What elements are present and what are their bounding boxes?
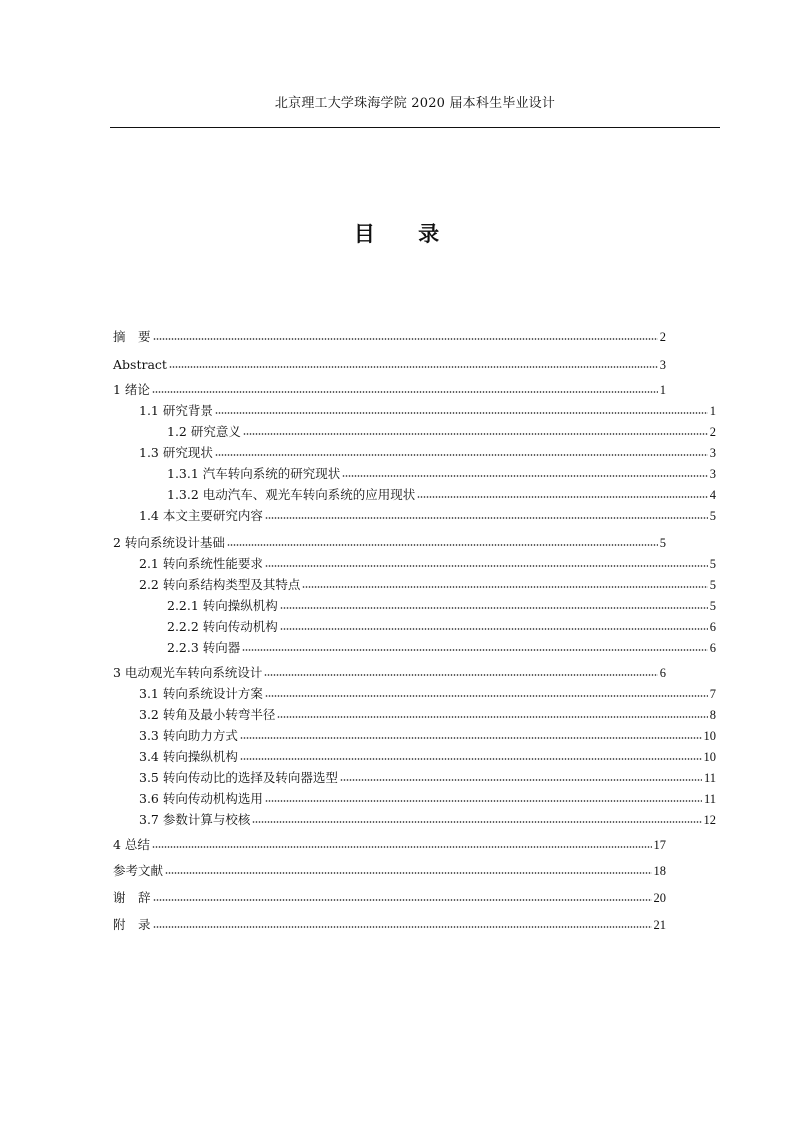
toc-entry[interactable]	[139, 555, 716, 573]
toc-entry-label: 2.2.1 转向操纵机构	[167, 598, 278, 613]
toc-entry-page: 5	[709, 557, 716, 571]
toc-entry-label: 2 转向系统设计基础	[113, 535, 225, 550]
dot-leader	[264, 673, 657, 677]
toc-entry-label: 3.3 转向助力方式	[139, 728, 238, 743]
toc-entry-page: 5	[709, 599, 716, 613]
dot-leader	[340, 778, 702, 782]
toc-entry[interactable]	[139, 811, 716, 829]
toc-entry-label: 附 录	[113, 917, 151, 932]
dot-leader	[252, 820, 701, 824]
toc-entry-page: 8	[709, 708, 716, 722]
dot-leader	[152, 845, 652, 849]
toc-entry[interactable]	[167, 639, 716, 657]
toc-entry-page: 6	[659, 666, 666, 680]
toc-entry-page: 3	[709, 446, 716, 460]
toc-entry-page: 7	[709, 687, 716, 701]
dot-leader	[215, 453, 708, 457]
toc-entry[interactable]	[167, 465, 716, 483]
toc-entry[interactable]	[113, 664, 666, 682]
toc-entry-page: 1	[709, 404, 716, 418]
toc-entry[interactable]	[167, 486, 716, 504]
toc-entry[interactable]	[139, 748, 716, 766]
dot-leader	[277, 715, 707, 719]
toc-entry-label: 3.4 转向操纵机构	[139, 749, 238, 764]
toc-entry-label: 1 绪论	[113, 382, 150, 397]
dot-leader	[342, 474, 707, 478]
dot-leader	[165, 871, 651, 875]
toc-entry-page: 2	[709, 425, 716, 439]
dot-leader	[169, 365, 658, 369]
toc-entry[interactable]	[113, 889, 666, 907]
dot-leader	[153, 898, 652, 902]
dot-leader	[280, 627, 708, 631]
dot-leader	[240, 736, 702, 740]
toc-entry-page: 1	[659, 383, 666, 397]
toc-entry-page: 3	[709, 467, 716, 481]
dot-leader	[242, 648, 707, 652]
toc-entry-page: 5	[709, 578, 716, 592]
toc-entry-page: 18	[653, 864, 666, 878]
toc-entry[interactable]	[113, 381, 666, 399]
toc-entry-label: 2.2 转向系结构类型及其特点	[139, 577, 301, 592]
toc-entry[interactable]	[113, 328, 666, 346]
toc-entry[interactable]	[139, 727, 716, 745]
toc-entry-label: 1.4 本文主要研究内容	[139, 508, 263, 523]
toc-entry-page: 20	[653, 891, 666, 905]
dot-leader	[280, 606, 708, 610]
toc-entry-label: 3 电动观光车转向系统设计	[113, 665, 263, 680]
toc-entry-page: 10	[703, 729, 716, 743]
toc-entry-label: 1.3.2 电动汽车、观光车转向系统的应用现状	[167, 487, 416, 502]
toc-entry[interactable]	[139, 507, 716, 525]
toc-entry-page: 6	[709, 641, 716, 655]
toc-entry-label: 1.3.1 汽车转向系统的研究现状	[167, 466, 341, 481]
toc-entry[interactable]	[139, 769, 716, 787]
toc-entry[interactable]	[113, 862, 666, 880]
toc-entry-page: 2	[659, 330, 666, 344]
toc-entry-page: 11	[703, 792, 716, 806]
dot-leader	[265, 694, 708, 698]
toc-entry-label: 摘 要	[113, 329, 151, 344]
toc-entry-page: 12	[703, 813, 716, 827]
toc-entry-page: 5	[659, 536, 666, 550]
toc-entry-page: 11	[703, 771, 716, 785]
toc-entry-label: 1.3 研究现状	[139, 445, 213, 460]
dot-leader	[265, 799, 702, 803]
toc-entry-page: 3	[659, 358, 666, 372]
dot-leader	[265, 516, 708, 520]
toc-entry-label: 1.1 研究背景	[139, 403, 213, 418]
toc-entry[interactable]	[113, 836, 666, 854]
toc-entry[interactable]	[113, 356, 666, 374]
dot-leader	[152, 390, 658, 394]
toc-entry-label: 3.2 转角及最小转弯半径	[139, 707, 276, 722]
running-header: 北京理工大学珠海学院 2020 届本科生毕业设计	[274, 96, 556, 111]
dot-leader	[417, 495, 707, 499]
toc-entry[interactable]	[139, 790, 716, 808]
toc-entry[interactable]	[139, 402, 716, 420]
dot-leader	[243, 432, 708, 436]
toc-entry[interactable]	[139, 576, 716, 594]
toc-entry-label: 3.6 转向传动机构选用	[139, 791, 263, 806]
toc-entry-label: 参考文献	[113, 863, 164, 878]
toc-entry-page: 17	[653, 838, 666, 852]
toc-entry-label: 3.1 转向系统设计方案	[139, 686, 263, 701]
toc-entry-label: 谢 辞	[113, 890, 151, 905]
toc-entry-label: 2.2.3 转向器	[167, 640, 241, 655]
dot-leader	[265, 564, 708, 568]
toc-entry-page: 4	[709, 488, 716, 502]
toc-entry[interactable]	[139, 444, 716, 462]
dot-leader	[153, 337, 658, 341]
toc-title: 目 录	[353, 221, 458, 246]
toc-entry-page: 10	[703, 750, 716, 764]
toc-entry-page: 21	[653, 918, 666, 932]
toc-entry-label: 2.1 转向系统性能要求	[139, 556, 263, 571]
dot-leader	[240, 757, 702, 761]
toc-entry-label: Abstract	[113, 357, 167, 372]
toc-entry[interactable]	[113, 916, 666, 934]
toc-entry-label: 2.2.2 转向传动机构	[167, 619, 278, 634]
dot-leader	[153, 925, 652, 929]
dot-leader	[302, 585, 707, 589]
toc-entry-label: 3.7 参数计算与校核	[139, 812, 251, 827]
toc-entry-page: 5	[709, 509, 716, 523]
toc-entry-page: 6	[709, 620, 716, 634]
toc-entry[interactable]	[167, 618, 716, 636]
toc-entry-label: 4 总结	[113, 837, 150, 852]
toc-entry[interactable]	[139, 706, 716, 724]
toc-entry[interactable]	[167, 423, 716, 441]
dot-leader	[215, 411, 708, 415]
dot-leader	[227, 543, 658, 547]
toc-entry[interactable]	[139, 685, 716, 703]
toc-entry[interactable]	[167, 597, 716, 615]
toc-entry-label: 3.5 转向传动比的选择及转向器选型	[139, 770, 338, 785]
toc-entry[interactable]	[113, 534, 666, 552]
toc-entry-label: 1.2 研究意义	[167, 424, 241, 439]
